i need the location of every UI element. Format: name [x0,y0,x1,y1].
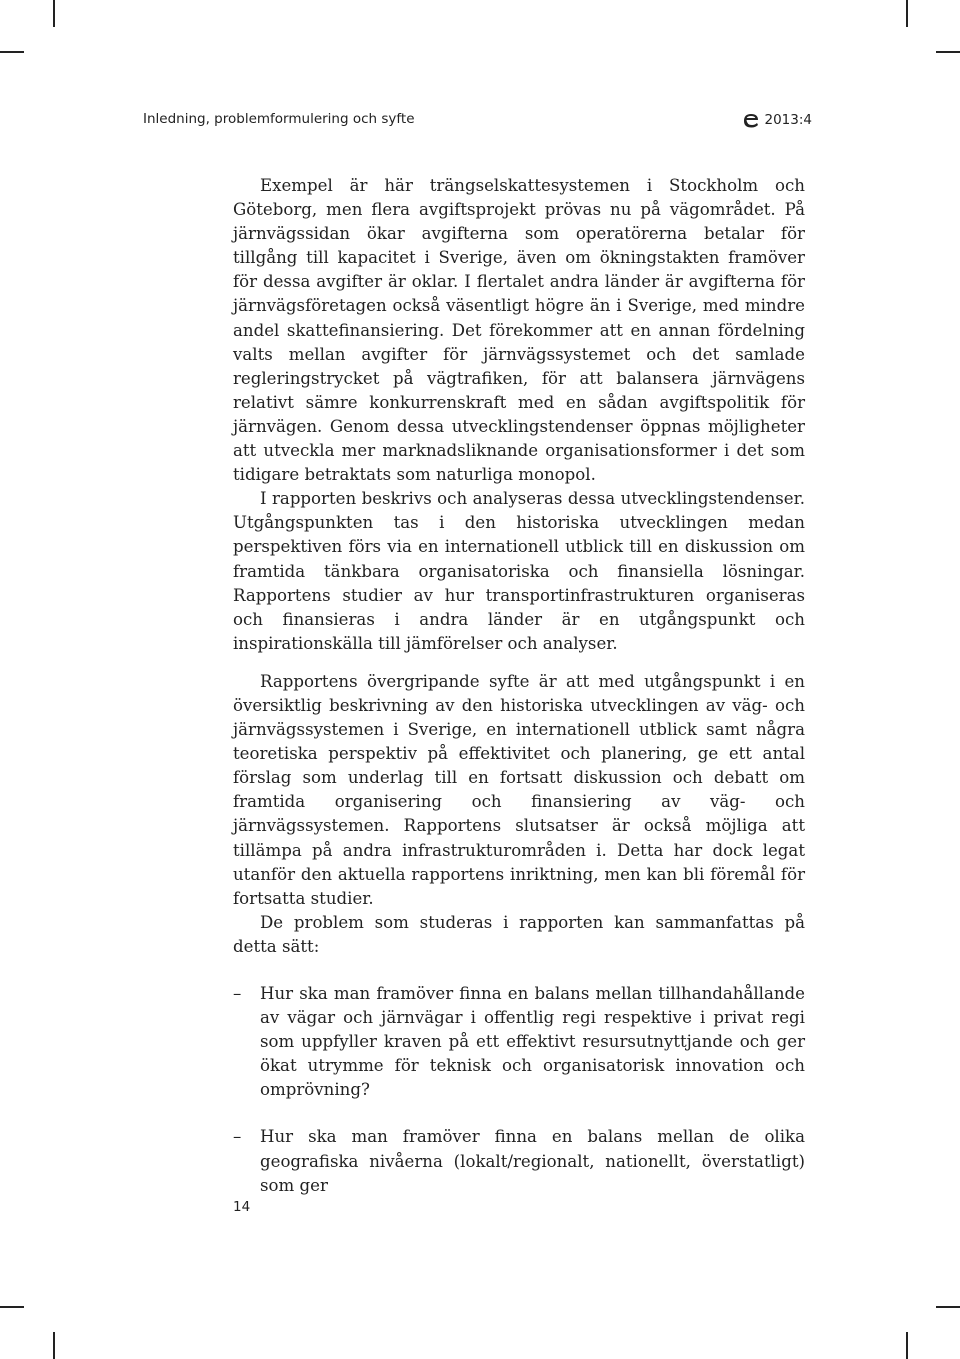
list-item [233,982,805,1102]
issue-label [741,111,813,129]
list-item-text: Hur ska man framöver finna en balans mellan de olika geografiska nivåerna (lokalt/regionalt, nationellt, överstatligt) som ger [260,1127,805,1195]
paragraph-1: Exempel är här trängselskattesystemen i Stockholm och Göteborg, men flera avgiftsprojekt prövas nu på vägområdet. På järnvägssidan ökar avgifterna som operatörerna betalar för tillgång till kapacitet i Sverige, även om ökningstakten framöver för dessa avgifter är oklar. I flertalet andra länder är avgifterna för järnvägsföretagen också väsentligt högre än i Sverige, med mindre andel skattefinansiering. Det förekommer att en annan fördelning valts mellan avgifter för järnvägssystemet och det samlade regleringstrycket på vägtrafiken, för att balansera järnvägens relativt sämre konkurrenskraft med en sådan avgiftspolitik för järnvägen. Genom dessa utvecklingstendenser öppnas möjligheter att utveckla mer marknadsliknande organisationsformer i det som tidigare betraktats som naturliga monopol. [233,176,805,485]
list-item [233,1125,805,1197]
crop-mark-top-left [53,0,55,27]
list-dash: – [233,1127,242,1147]
issue-number: 2013:4 [764,112,812,128]
running-header [143,111,812,131]
list-dash: – [233,984,242,1003]
crop-mark-top-right [906,0,908,27]
crop-mark-bottom-right-h [936,1306,960,1308]
crop-mark-bottom-left-h [0,1306,24,1308]
crop-mark-bottom-right [906,1332,908,1359]
paragraph-2: I rapporten beskrivs och analyseras dessa utvecklingstendenser. Utgångspunkten tas i den historiska utvecklingen medan perspektiven förs via en internationell utblick till en diskussion om framtida tänkbara organisatoriska och finansiella lösningar. Rapportens studier av hur transportinfrastrukturen organiseras och finansieras i andra länder är en utgångspunkt och inspirationskälla till jämförelser och analyser. [233,489,805,653]
section-title: Inledning, problemformulering och syfte [143,111,415,127]
body-text [233,174,805,1221]
crop-mark-top-left-h [0,51,24,53]
problem-list [233,982,805,1198]
crop-mark-top-right-h [936,51,960,53]
e-logo-icon [741,111,761,129]
list-item-text: Hur ska man framöver finna en balans mellan tillhandahållande av vägar och järnvägar i offentlig regi respektive i privat regi som uppfyller kraven på ett effektivt resursutnyttjande och ger ökat utrymme för teknisk och organisatorisk innovation och omprövning? [260,984,805,1100]
paragraph-3: Rapportens övergripande syfte är att med utgångspunkt i en översiktlig beskrivning av den historiska utvecklingen av väg- och järnvägssystemen i Sverige, en internationell utblick samt några teoretiska perspektiv på effektivitet och planering, ge ett antal förslag som underlag till en fortsatt diskussion och debatt om framtida organisering och finansiering av väg- och järnvägssystemen. Rapportens slutsatser är också möjliga att tillämpa på andra infrastrukturområden i. Detta har dock legat utanför den aktuella rapportens inriktning, men kan bli föremål för fortsatta studier. [233,671,805,908]
page-number: 14 [233,1199,251,1215]
paragraph-4: De problem som studeras i rapporten kan sammanfattas på detta sätt: [233,912,805,956]
crop-mark-bottom-left [53,1332,55,1359]
